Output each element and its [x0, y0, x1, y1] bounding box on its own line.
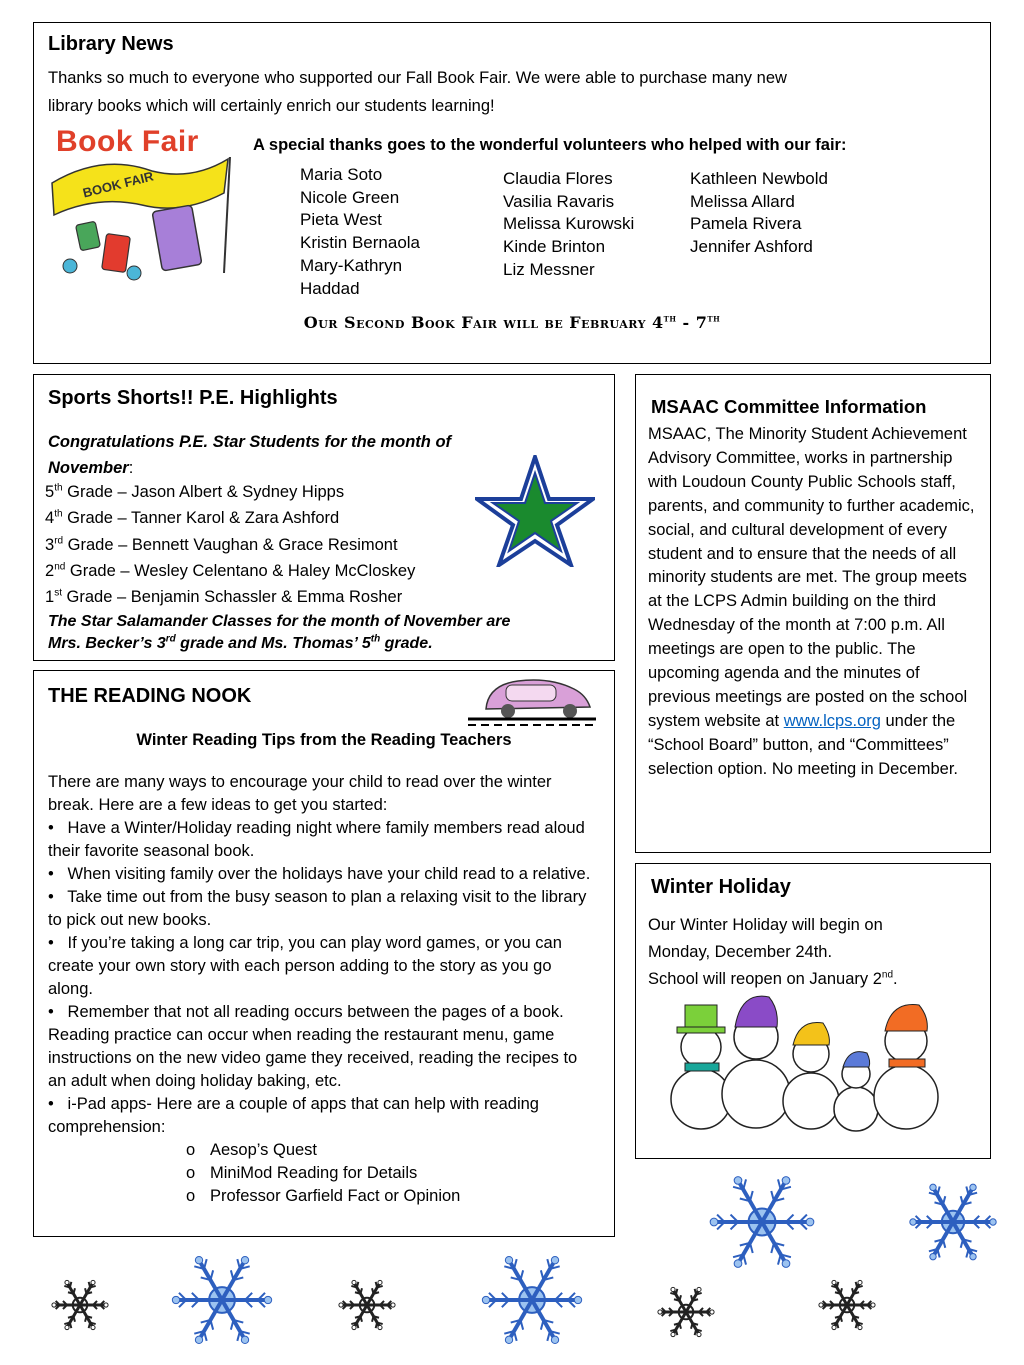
volunteer-name: Haddad — [300, 278, 360, 298]
volunteer-name: Claudia Flores — [503, 169, 613, 188]
star-icon — [475, 455, 595, 567]
congrats-colon: : — [128, 459, 134, 477]
sports-title: Sports Shorts!! P.E. Highlights — [48, 387, 338, 409]
second-fair-dash: - 7 — [676, 313, 708, 332]
car-icon — [466, 671, 598, 731]
salamander-part-b: grade and Ms. Thomas’ 5 — [175, 635, 371, 652]
grade-star-list — [45, 479, 415, 610]
winter-holiday-title: Winter Holiday — [651, 876, 791, 898]
reading-tip-item: • When visiting family over the holidays have your child read to a relative. — [48, 865, 591, 883]
reading-tips-list — [48, 817, 593, 1139]
salamander-line-1: The Star Salamander Classes for the month of November are — [48, 613, 511, 630]
second-fair-sup-2: th — [707, 313, 721, 325]
snowflake-icon — [710, 1177, 814, 1268]
snowflake-icon — [910, 1184, 996, 1260]
second-fair-text: Our Second Book Fair will be February 4 — [303, 313, 664, 332]
volunteers-thanks-heading: A special thanks goes to the wonderful volunteers who helped with our fair: — [253, 136, 847, 154]
reading-nook-section — [33, 670, 615, 1237]
book-fair-logo-text: Book Fair — [56, 125, 199, 158]
snowflake-icon — [172, 1256, 271, 1343]
grade-star-item: 3rd Grade – Bennett Vaughan & Grace Resimont — [45, 535, 398, 554]
reading-app-item: o MiniMod Reading for Details — [186, 1164, 418, 1182]
volunteer-name: Pieta West — [300, 210, 382, 230]
volunteer-name: Pamela Rivera — [690, 214, 802, 234]
salamander-sup-1: rd — [165, 633, 176, 645]
snowflake-icon — [339, 1280, 395, 1329]
msaac-body — [648, 423, 984, 782]
salamander-part-a: Mrs. Becker’s 3 — [48, 635, 166, 652]
reading-nook-body — [48, 771, 593, 1208]
winter-holiday-section — [635, 863, 991, 1159]
second-book-fair-announcement — [34, 313, 990, 332]
salamander-part-c: grade. — [380, 635, 433, 652]
reading-tip-item: • Take time out from the busy season to plan a relaxing visit to the library to pick out new books. — [48, 888, 591, 929]
grade-star-item: 4th Grade – Tanner Karol & Zara Ashford — [45, 508, 340, 528]
library-intro-line-1: Thanks so much to everyone who supported our Fall Book Fair. We were able to purchase many new — [48, 69, 787, 87]
lcps-website-link[interactable]: www.lcps.org — [783, 711, 881, 730]
volunteer-name: Mary-Kathryn — [300, 255, 403, 275]
volunteers-column-2 — [503, 168, 634, 282]
winter-line-2: Monday, December 24th. — [648, 943, 833, 961]
winter-line-3-sup: nd — [881, 969, 894, 981]
congrats-month: November — [48, 459, 129, 477]
congrats-line-1: Congratulations P.E. Star Students for the month of — [48, 433, 452, 451]
snowflake-icon — [819, 1280, 875, 1329]
reading-tip-item: • If you’re taking a long car trip, you can play word games, or you can create your own story with each person adding to the story as you go along. — [48, 934, 567, 998]
volunteer-name: Kinde Brinton — [503, 237, 606, 257]
grade-star-item: 1st Grade – Benjamin Schassler & Emma Rosher — [45, 587, 403, 607]
volunteer-name: Melissa Kurowski — [503, 214, 635, 234]
pe-star-congrats — [48, 429, 451, 481]
second-fair-sup-1: th — [663, 313, 677, 325]
volunteers-column-1 — [300, 164, 420, 300]
msaac-body-text-end: under the “School Board” button, and “Committees” selection option. No meeting in December. — [648, 711, 959, 778]
reading-nook-subtitle: Winter Reading Tips from the Reading Teachers — [136, 731, 512, 749]
book-fair-banner-text: BOOK FAIR — [81, 168, 155, 201]
book-fair-banner-icon — [42, 123, 237, 288]
reading-nook-intro: There are many ways to encourage your child to read over the winter break. Here are a few ideas to get you started: — [48, 773, 552, 814]
reading-app-item: o Professor Garfield Fact or Opinion — [186, 1187, 461, 1205]
reading-nook-title: THE READING NOOK — [48, 685, 252, 707]
msaac-body-text: MSAAC, The Minority Student Achievement Advisory Committee, works in partnership with Loudoun County Public Schools staff, parents, and community to further academic, social, and cultural development of every student and to ensure that the needs of all minority students are met. The group meets at the LCPS Admin building on the third Wednesday of the month at 7:00 p.m. All meetings are open to the public. The upcoming agenda and the minutes of previous meetings are posted on the school system website at — [648, 425, 975, 730]
winter-line-3: School will reopen on January 2 — [648, 970, 882, 988]
reading-apps-list — [48, 1139, 593, 1208]
reading-tip-item: • Have a Winter/Holiday reading night where family members read aloud their favorite seasonal book. — [48, 819, 590, 860]
snowflake-icon — [658, 1287, 714, 1336]
volunteer-name: Kristin Bernaola — [300, 233, 421, 253]
volunteer-name: Melissa Allard — [690, 191, 795, 211]
grade-star-item: 5th Grade – Jason Albert & Sydney Hipps — [45, 482, 345, 501]
library-news-section — [33, 22, 991, 364]
snowmen-family-icon — [661, 979, 961, 1154]
snowflake-icon — [482, 1256, 581, 1343]
star-salamander-classes — [48, 611, 510, 655]
volunteer-name: Maria Soto — [300, 165, 383, 184]
library-intro-line-2: library books which will certainly enrich our students learning! — [48, 97, 495, 115]
volunteer-name: Liz Messner — [503, 259, 595, 279]
volunteer-name: Kathleen Newbold — [690, 169, 828, 188]
winter-line-3-end: . — [893, 970, 898, 988]
volunteer-name: Jennifer Ashford — [690, 237, 813, 257]
volunteers-column-3 — [690, 168, 828, 259]
grade-star-item: 2nd Grade – Wesley Celentano & Haley McCloskey — [45, 561, 416, 580]
snowflake-icon — [52, 1280, 108, 1329]
volunteer-name: Vasilia Ravaris — [503, 191, 615, 211]
reading-app-item: o Aesop’s Quest — [186, 1141, 318, 1159]
msaac-section — [635, 374, 991, 853]
volunteer-name: Nicole Green — [300, 187, 400, 207]
winter-line-1: Our Winter Holiday will begin on — [648, 916, 883, 934]
sports-shorts-section — [33, 374, 615, 661]
salamander-sup-2: th — [370, 633, 381, 645]
book-fair-clipart — [42, 123, 237, 288]
library-news-title: Library News — [48, 33, 174, 55]
reading-tip-item: • i-Pad apps- Here are a couple of apps that can help with reading comprehension: — [48, 1095, 544, 1136]
reading-tip-item: • Remember that not all reading occurs between the pages of a book. Reading practice can occur when reading the restaurant menu, game instructions on the new video game they received, reading the recipes to an adult when doing holiday baking, etc. — [48, 1003, 582, 1090]
msaac-title: MSAAC Committee Information — [651, 396, 927, 417]
